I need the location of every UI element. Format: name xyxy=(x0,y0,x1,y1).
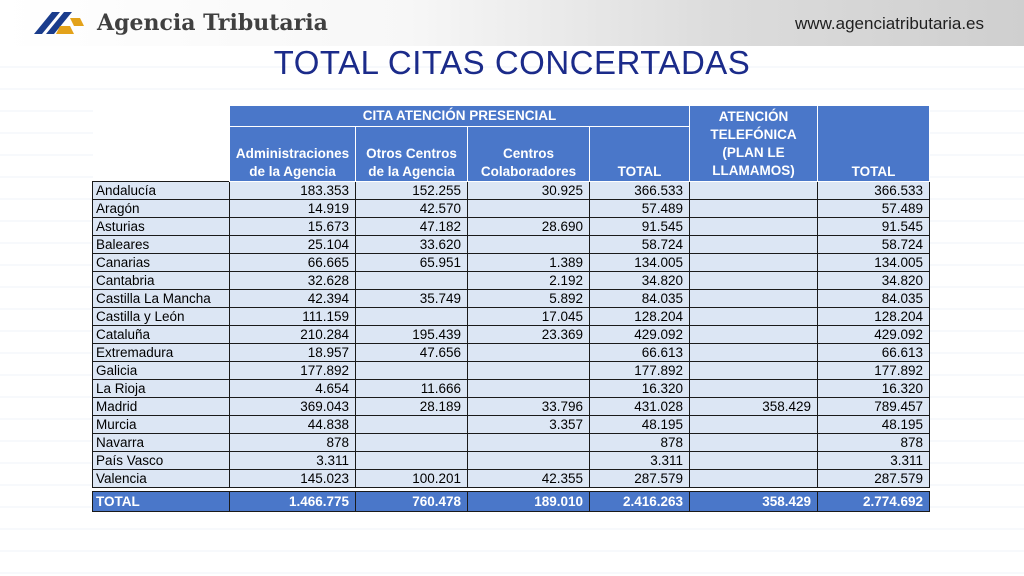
cell-total-presencial: 66.613 xyxy=(590,344,690,362)
agencia-tributaria-logo-icon xyxy=(30,8,86,38)
row-region: Canarias xyxy=(93,254,230,272)
cell-total: 84.035 xyxy=(818,290,930,308)
cell-total-presencial: 177.892 xyxy=(590,362,690,380)
totals-otros: 760.478 xyxy=(356,492,468,512)
cell-telefonica xyxy=(690,308,818,326)
cell-total-presencial: 366.533 xyxy=(590,182,690,200)
cell-otros: 47.182 xyxy=(356,218,468,236)
cell-total: 429.092 xyxy=(818,326,930,344)
cell-otros: 28.189 xyxy=(356,398,468,416)
totals-row xyxy=(93,492,930,512)
row-region: Extremadura xyxy=(93,344,230,362)
table-body xyxy=(93,182,930,488)
row-region: Navarra xyxy=(93,434,230,452)
cell-telefonica xyxy=(690,362,818,380)
row-region: Aragón xyxy=(93,200,230,218)
cell-otros xyxy=(356,452,468,470)
cell-colab: 1.389 xyxy=(468,254,590,272)
table-row xyxy=(93,434,930,452)
cell-total: 66.613 xyxy=(818,344,930,362)
cell-total-presencial: 16.320 xyxy=(590,380,690,398)
table-row xyxy=(93,236,930,254)
header-corner xyxy=(93,106,230,182)
cell-telefonica xyxy=(690,380,818,398)
header-col-otros: Otros Centros de la Agencia xyxy=(356,127,468,182)
cell-otros xyxy=(356,434,468,452)
cell-otros xyxy=(356,308,468,326)
cell-total: 16.320 xyxy=(818,380,930,398)
cell-total: 128.204 xyxy=(818,308,930,326)
cell-total: 177.892 xyxy=(818,362,930,380)
cell-total: 366.533 xyxy=(818,182,930,200)
row-region: Valencia xyxy=(93,470,230,488)
cell-telefonica xyxy=(690,218,818,236)
cell-telefonica xyxy=(690,416,818,434)
header-col-colab: Centros Colaboradores xyxy=(468,127,590,182)
cell-otros xyxy=(356,362,468,380)
cell-admin: 44.838 xyxy=(230,416,356,434)
cell-admin: 878 xyxy=(230,434,356,452)
cell-total-presencial: 431.028 xyxy=(590,398,690,416)
cell-otros xyxy=(356,272,468,290)
cell-total-presencial: 128.204 xyxy=(590,308,690,326)
cell-colab: 5.892 xyxy=(468,290,590,308)
cell-admin: 183.353 xyxy=(230,182,356,200)
row-region: Madrid xyxy=(93,398,230,416)
cell-telefonica: 358.429 xyxy=(690,398,818,416)
cell-telefonica xyxy=(690,344,818,362)
cell-admin: 14.919 xyxy=(230,200,356,218)
header-group-telefonica: ATENCIÓN TELEFÓNICA (PLAN LE LLAMAMOS) xyxy=(690,106,818,182)
cell-total: 48.195 xyxy=(818,416,930,434)
table-row xyxy=(93,308,930,326)
cell-admin: 111.159 xyxy=(230,308,356,326)
cell-total-presencial: 287.579 xyxy=(590,470,690,488)
cell-total-presencial: 91.545 xyxy=(590,218,690,236)
cell-total: 58.724 xyxy=(818,236,930,254)
cell-otros: 35.749 xyxy=(356,290,468,308)
table-row xyxy=(93,182,930,200)
cell-otros: 100.201 xyxy=(356,470,468,488)
table-row xyxy=(93,470,930,488)
cell-admin: 369.043 xyxy=(230,398,356,416)
cell-otros: 152.255 xyxy=(356,182,468,200)
totals-total: 2.774.692 xyxy=(818,492,930,512)
cell-colab xyxy=(468,200,590,218)
cell-otros: 33.620 xyxy=(356,236,468,254)
cell-otros: 195.439 xyxy=(356,326,468,344)
totals-colab: 189.010 xyxy=(468,492,590,512)
cell-total-presencial: 134.005 xyxy=(590,254,690,272)
cell-total-presencial: 429.092 xyxy=(590,326,690,344)
row-region: País Vasco xyxy=(93,452,230,470)
citas-table xyxy=(92,105,930,512)
cell-admin: 18.957 xyxy=(230,344,356,362)
cell-total: 789.457 xyxy=(818,398,930,416)
cell-total-presencial: 84.035 xyxy=(590,290,690,308)
cell-telefonica xyxy=(690,272,818,290)
cell-admin: 4.654 xyxy=(230,380,356,398)
cell-colab: 2.192 xyxy=(468,272,590,290)
cell-colab: 42.355 xyxy=(468,470,590,488)
cell-colab xyxy=(468,434,590,452)
page-title: TOTAL CITAS CONCERTADAS xyxy=(273,44,751,81)
row-region: Baleares xyxy=(93,236,230,254)
cell-otros: 11.666 xyxy=(356,380,468,398)
cell-colab: 17.045 xyxy=(468,308,590,326)
cell-admin: 25.104 xyxy=(230,236,356,254)
header-col-admin: Administraciones de la Agencia xyxy=(230,127,356,182)
cell-total-presencial: 57.489 xyxy=(590,200,690,218)
cell-telefonica xyxy=(690,200,818,218)
cell-colab xyxy=(468,452,590,470)
row-region: Galicia xyxy=(93,362,230,380)
cell-telefonica xyxy=(690,254,818,272)
cell-total-presencial: 48.195 xyxy=(590,416,690,434)
cell-total-presencial: 34.820 xyxy=(590,272,690,290)
table-row xyxy=(93,290,930,308)
header-col-total: TOTAL xyxy=(818,106,930,182)
totals-admin: 1.466.775 xyxy=(230,492,356,512)
cell-total: 57.489 xyxy=(818,200,930,218)
header-group-presencial: CITA ATENCIÓN PRESENCIAL xyxy=(230,106,690,127)
cell-total-presencial: 878 xyxy=(590,434,690,452)
table-row xyxy=(93,398,930,416)
cell-otros: 42.570 xyxy=(356,200,468,218)
cell-colab xyxy=(468,380,590,398)
row-region: Cantabria xyxy=(93,272,230,290)
cell-colab xyxy=(468,236,590,254)
cell-total: 134.005 xyxy=(818,254,930,272)
totals-total-presencial: 2.416.263 xyxy=(590,492,690,512)
table-row xyxy=(93,452,930,470)
cell-total: 3.311 xyxy=(818,452,930,470)
cell-total: 34.820 xyxy=(818,272,930,290)
totals-label: TOTAL xyxy=(93,492,230,512)
cell-telefonica xyxy=(690,470,818,488)
cell-colab: 28.690 xyxy=(468,218,590,236)
table-row xyxy=(93,416,930,434)
table-row xyxy=(93,218,930,236)
cell-colab: 23.369 xyxy=(468,326,590,344)
cell-admin: 3.311 xyxy=(230,452,356,470)
cell-admin: 42.394 xyxy=(230,290,356,308)
cell-admin: 145.023 xyxy=(230,470,356,488)
cell-otros: 65.951 xyxy=(356,254,468,272)
cell-admin: 66.665 xyxy=(230,254,356,272)
cell-telefonica xyxy=(690,452,818,470)
table-row xyxy=(93,362,930,380)
header-col-total-presencial: TOTAL xyxy=(590,127,690,182)
cell-telefonica xyxy=(690,290,818,308)
cell-telefonica xyxy=(690,182,818,200)
cell-admin: 32.628 xyxy=(230,272,356,290)
cell-otros: 47.656 xyxy=(356,344,468,362)
cell-admin: 210.284 xyxy=(230,326,356,344)
cell-admin: 15.673 xyxy=(230,218,356,236)
cell-otros xyxy=(356,416,468,434)
header-banner xyxy=(0,0,1024,46)
row-region: Murcia xyxy=(93,416,230,434)
cell-telefonica xyxy=(690,434,818,452)
totals-telefonica: 358.429 xyxy=(690,492,818,512)
cell-colab: 30.925 xyxy=(468,182,590,200)
cell-total-presencial: 3.311 xyxy=(590,452,690,470)
row-region: La Rioja xyxy=(93,380,230,398)
table-row xyxy=(93,200,930,218)
cell-colab: 3.357 xyxy=(468,416,590,434)
table-row xyxy=(93,254,930,272)
cell-colab: 33.796 xyxy=(468,398,590,416)
row-region: Andalucía xyxy=(93,182,230,200)
cell-telefonica xyxy=(690,326,818,344)
table-row xyxy=(93,326,930,344)
website-url[interactable]: www.agenciatributaria.es xyxy=(795,14,984,33)
cell-colab xyxy=(468,362,590,380)
row-region: Cataluña xyxy=(93,326,230,344)
table-row xyxy=(93,344,930,362)
cell-telefonica xyxy=(690,236,818,254)
cell-total: 878 xyxy=(818,434,930,452)
brand-name: Agencia Tributaria xyxy=(97,10,328,36)
row-region: Asturias xyxy=(93,218,230,236)
cell-total-presencial: 58.724 xyxy=(590,236,690,254)
cell-admin: 177.892 xyxy=(230,362,356,380)
cell-total: 91.545 xyxy=(818,218,930,236)
row-region: Castilla La Mancha xyxy=(93,290,230,308)
cell-total: 287.579 xyxy=(818,470,930,488)
row-region: Castilla y León xyxy=(93,308,230,326)
table-row xyxy=(93,380,930,398)
cell-colab xyxy=(468,344,590,362)
table-row xyxy=(93,272,930,290)
